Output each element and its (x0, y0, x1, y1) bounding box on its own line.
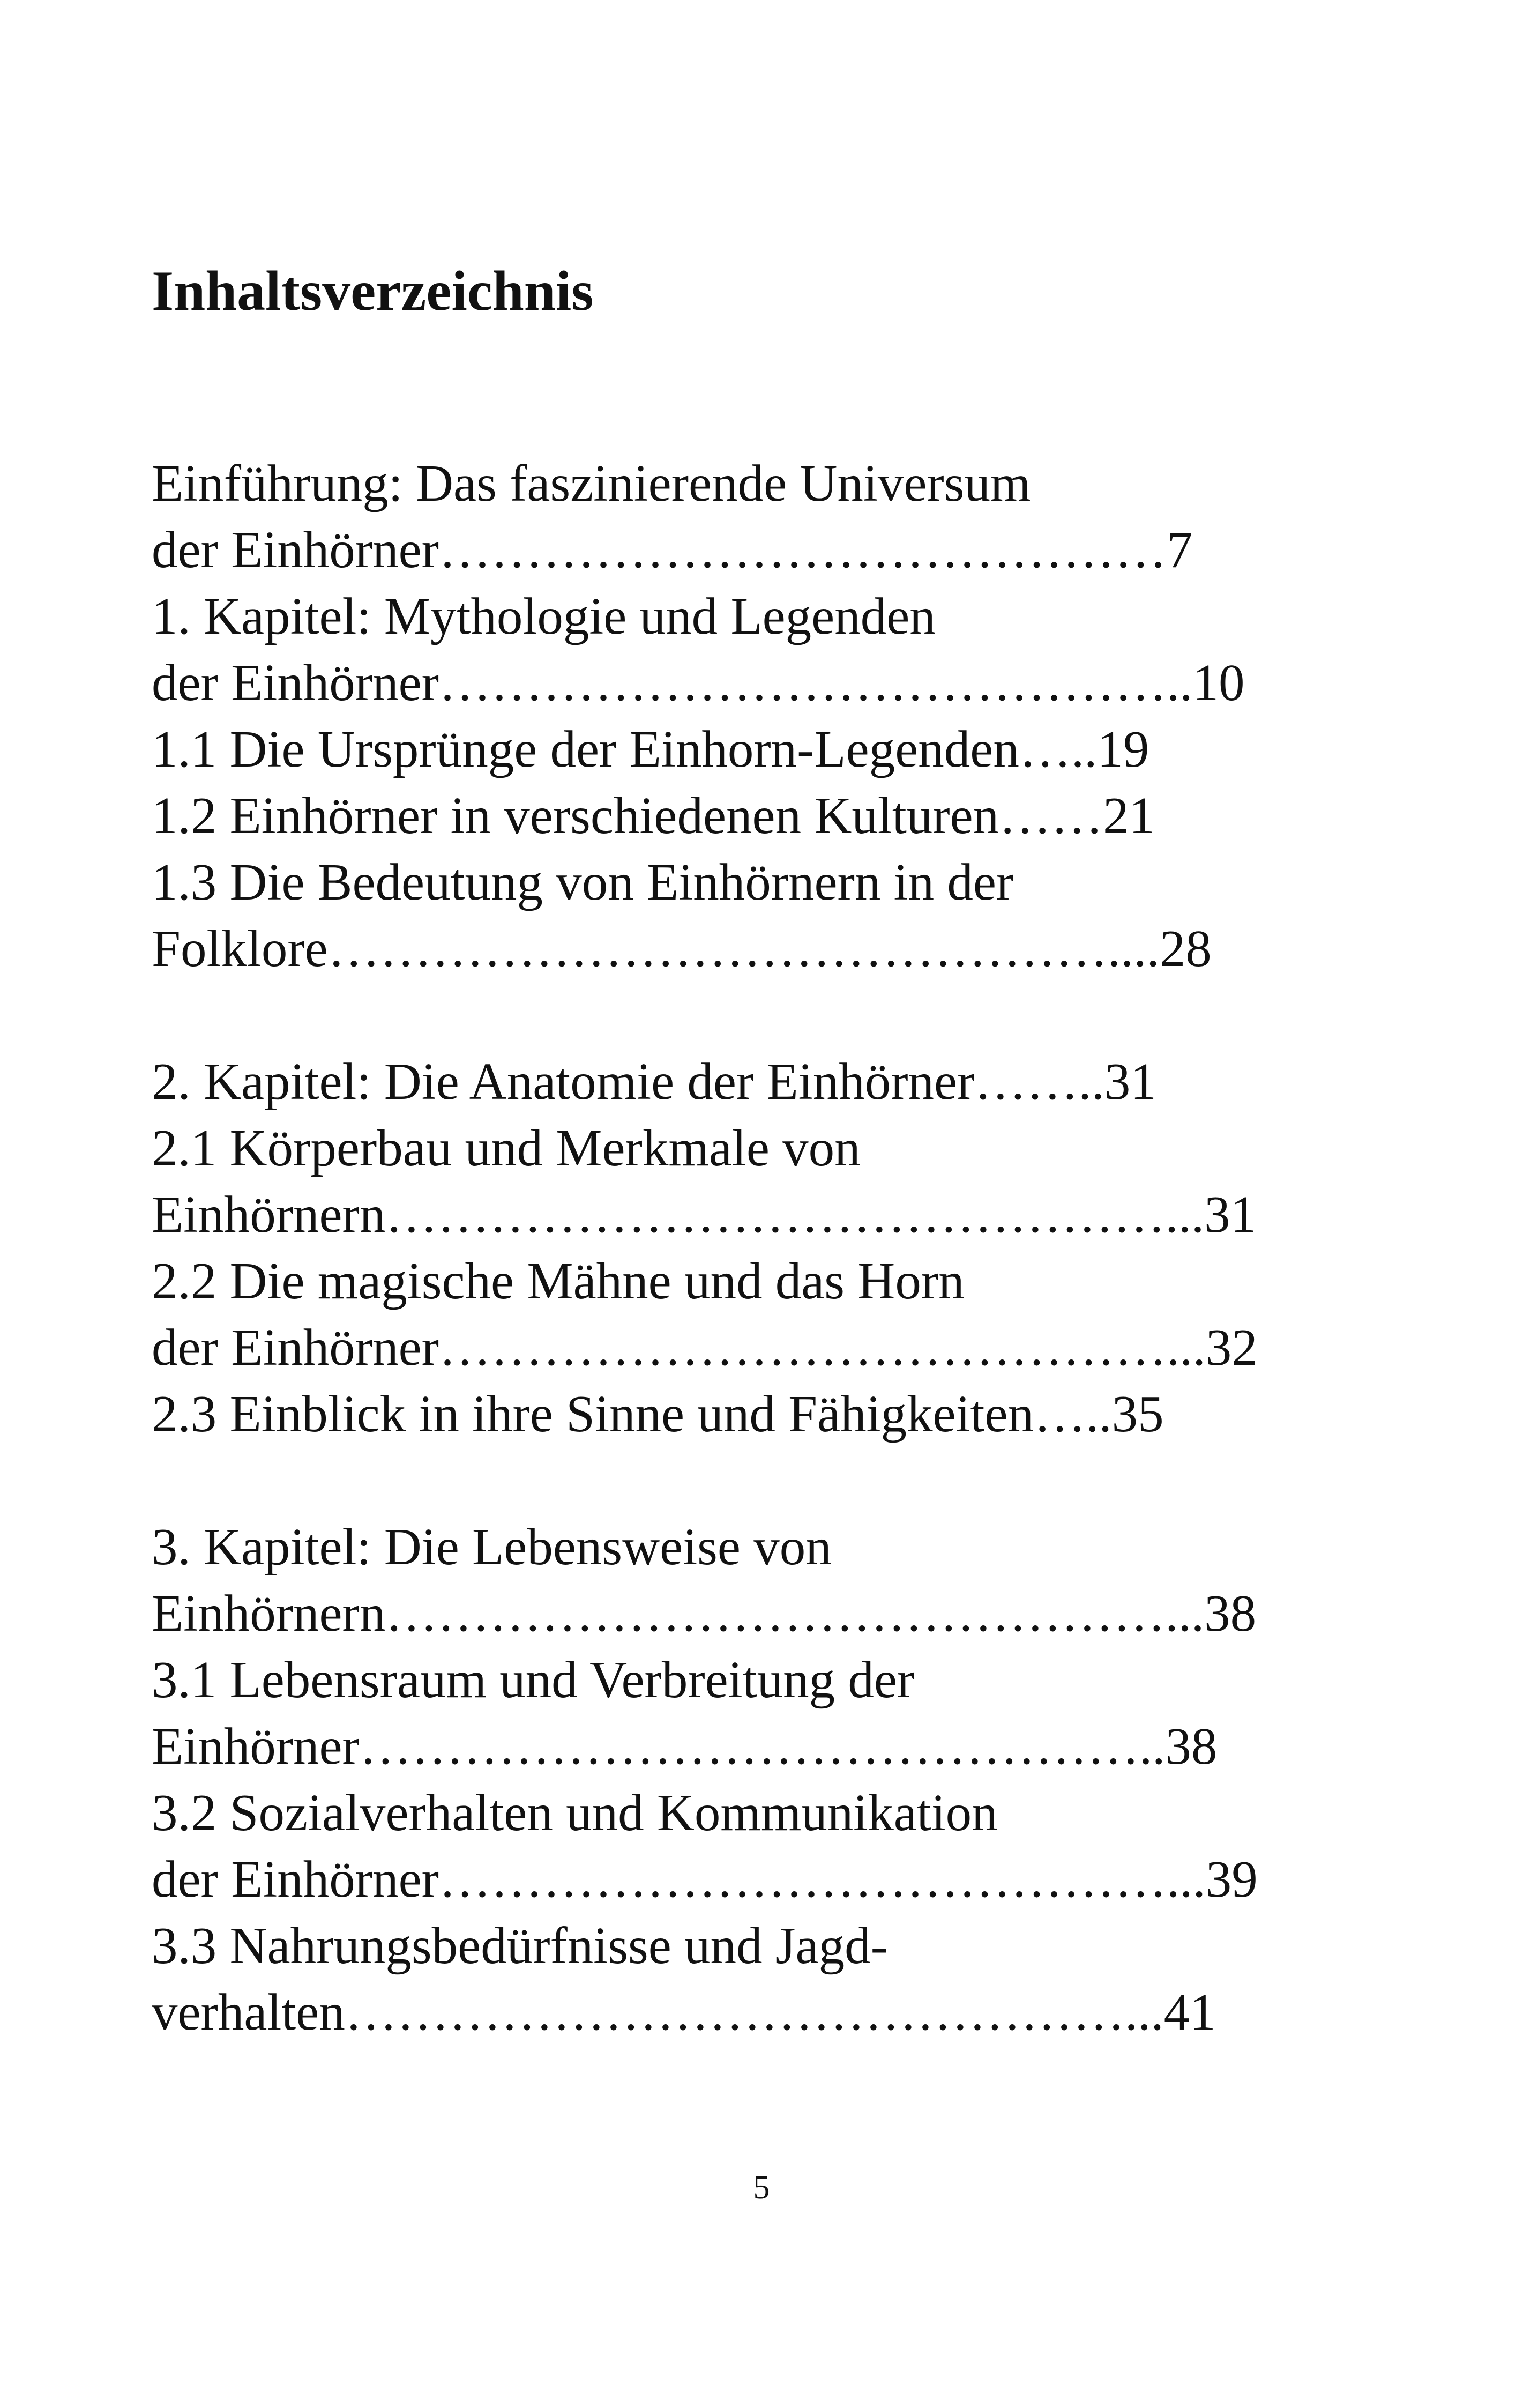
toc-line: Einhörner………………………………………..38 (152, 1718, 1218, 1775)
toc-line: Einführung: Das faszinierende Universum (152, 455, 1031, 512)
toc-line: 1. Kapitel: Mythologie und Legenden (152, 588, 936, 645)
toc-line: Einhörnern………………………………………...38 (152, 1585, 1257, 1642)
toc-line: 1.2 Einhörner in verschiedenen Kulturen……21 (152, 787, 1155, 844)
toc-line: 2. Kapitel: Die Anatomie der Einhörner……..31 (152, 1053, 1156, 1110)
toc-heading: Inhaltsverzeichnis (152, 259, 594, 322)
toc-line: Einhörnern………………………………………...31 (152, 1186, 1257, 1243)
toc-line: verhalten………………………………………...41 (152, 1983, 1216, 2041)
toc-line: 3.2 Sozialverhalten und Kommunikation (152, 1784, 998, 1841)
toc-line: 2.2 Die magische Mähne und das Horn (152, 1252, 965, 1310)
toc-line: der Einhörner……………………………………...32 (152, 1319, 1258, 1376)
toc-line: 1.1 Die Ursprünge der Einhorn-Legenden…..19 (152, 720, 1149, 778)
toc-line: der Einhörner……………………………………..10 (152, 654, 1245, 711)
toc-line: 2.3 Einblick in ihre Sinne und Fähigkeiten…..35 (152, 1385, 1164, 1443)
toc-line: 3.3 Nahrungsbedürfnisse und Jagd- (152, 1917, 888, 1974)
toc-line: Folklore………………………………………....28 (152, 920, 1212, 977)
section-gap (152, 1447, 1298, 1514)
toc-line: 2.1 Körperbau und Merkmale von (152, 1119, 861, 1177)
toc-line: der Einhörner……………………………………7 (152, 521, 1193, 578)
page-number: 5 (753, 2169, 770, 2206)
table-of-contents (152, 450, 1298, 2046)
toc-line: 1.3 Die Bedeutung von Einhörnern in der (152, 853, 1014, 911)
toc-line: 3. Kapitel: Die Lebensweise von (152, 1518, 832, 1575)
toc-line: 3.1 Lebensraum und Verbreitung der (152, 1651, 915, 1708)
section-gap (152, 982, 1298, 1049)
toc-line: der Einhörner……………………………………...39 (152, 1850, 1258, 1908)
